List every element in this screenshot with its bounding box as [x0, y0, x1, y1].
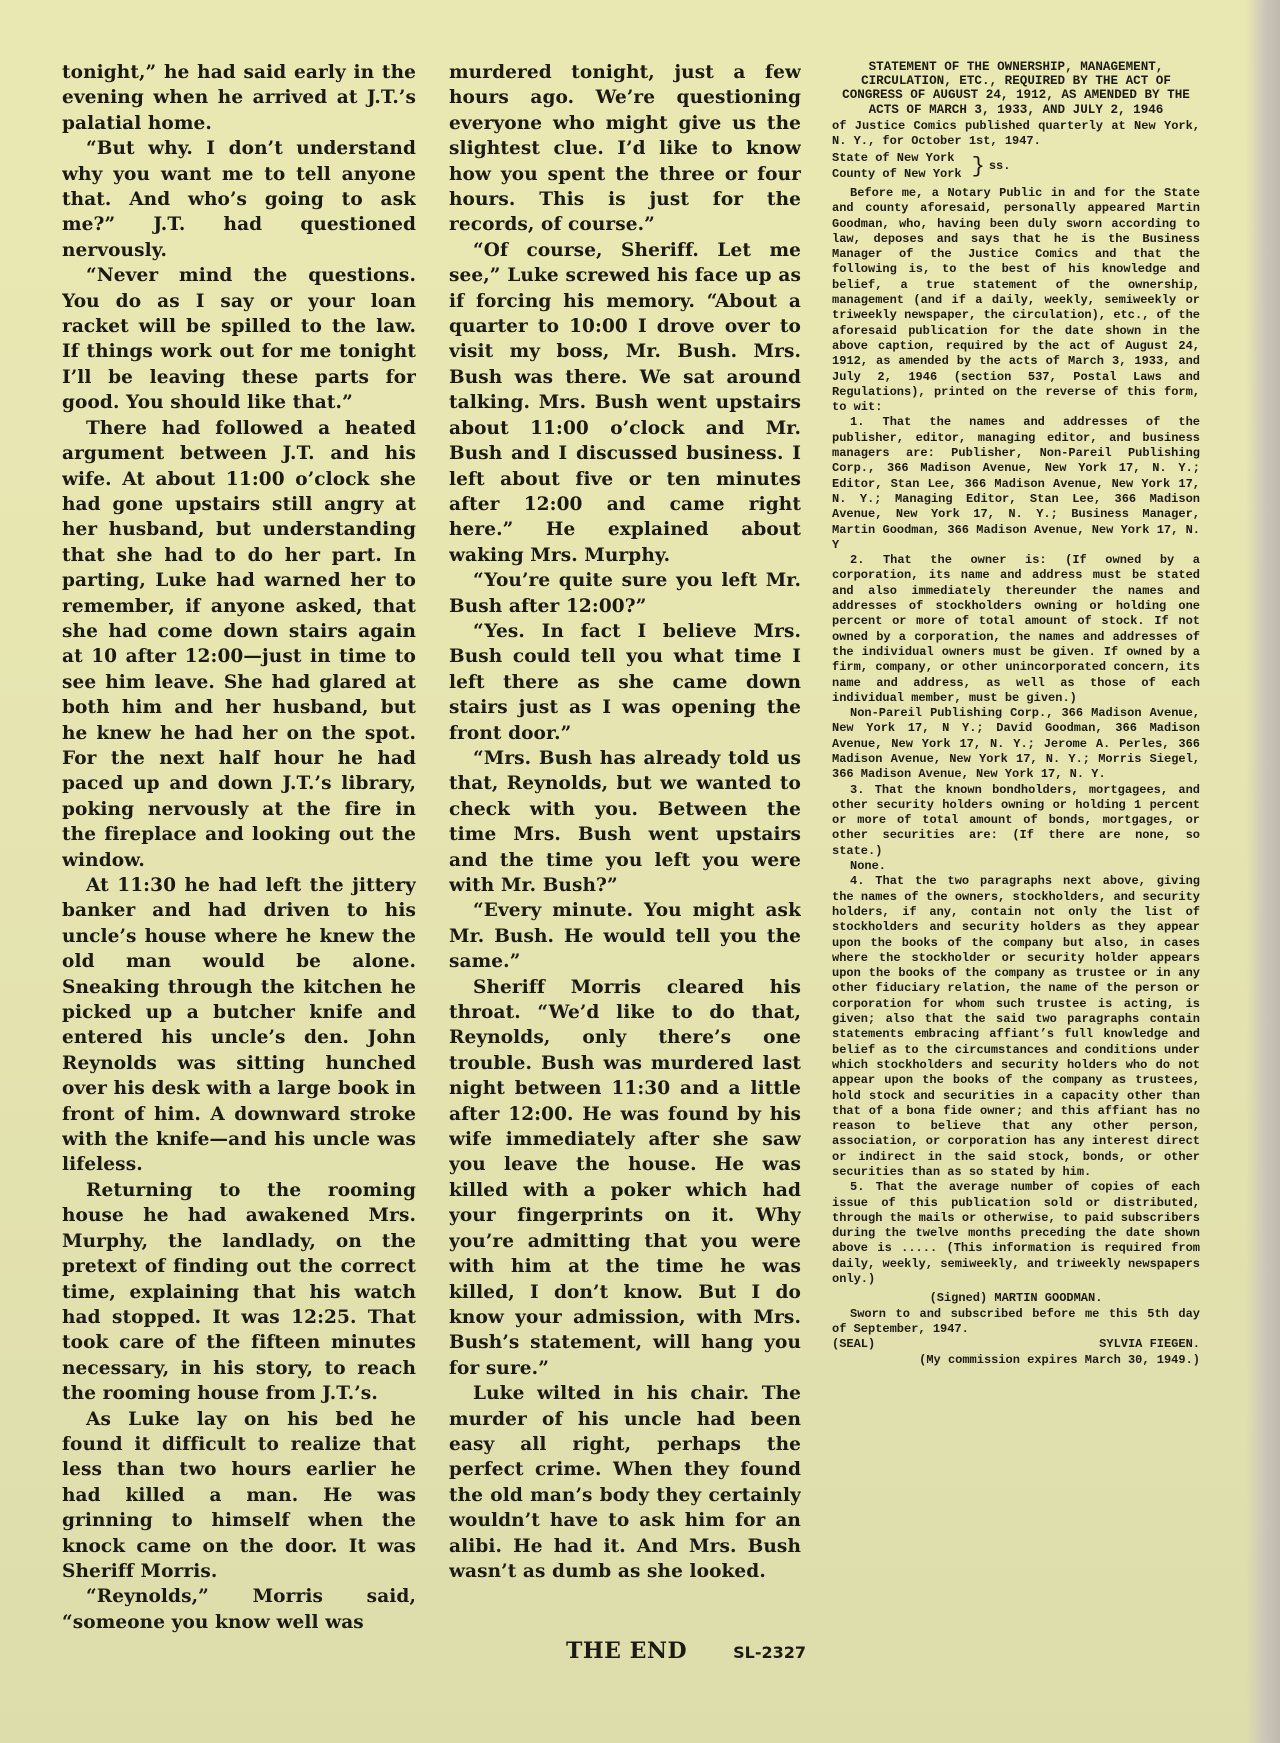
commission-line: (My commission expires March 30, 1949.)	[919, 1352, 1200, 1367]
venue-block	[832, 151, 1200, 182]
story-paragraph: “Mrs. Bush has already told us that, Reynolds, but we wanted to check with you. Between the time Mrs. Bush went upstairs and the time you left you were with Mr. Bush?”	[449, 747, 801, 896]
story-paragraph: “Every minute. You might ask Mr. Bush. He would tell you the same.”	[449, 900, 801, 973]
signature-line: (Signed) MARTIN GOODMAN.	[929, 1291, 1103, 1306]
page-edge-shadow	[1246, 0, 1280, 1743]
statement-paragraph: Before me, a Notary Public in and for the State and county aforesaid, personally appeared Martin Goodman, who, having been duly sworn according to law, deposes and says that he is the Business Manager of the Justice Comics and that the following is, to the best of his knowledge and belief, a true statement of the ownership, management (and if a daily, weekly, semiweekly or triweekly newspaper, the circulation), etc., of the aforesaid publication for the date shown in the above caption, required by the act of August 24, 1912, as amended by the acts of March 3, 1933, and July 2, 1946 (section 537, Postal Laws and Regulations), printed on the reverse of this form, to wit:	[832, 186, 1200, 415]
notary-name: SYLVIA FIEGEN.	[1099, 1337, 1200, 1352]
story-paragraph: tonight,” he had said early in the evening when he arrived at J.T.’s palatial home.	[62, 62, 416, 134]
story-paragraph: “Never mind the questions. You do as I say or your loan racket will be spilled to the law. If things work out for me tonight I’ll be leaving these parts for good. You should like that.”	[62, 265, 416, 414]
seal-label: (SEAL)	[832, 1337, 876, 1352]
ss-label: ss.	[988, 159, 1011, 174]
story-paragraph: murdered tonight, just a few hours ago. We’re questioning everyone who might give us the slightest clue. I’d like to know how you spent the three or four hours. This is just for the records, of course.”	[449, 62, 801, 236]
story-paragraph: As Luke lay on his bed he found it difficult to realize that less than two hours earlier he had killed a man. He was grinning to himself when the knock came on the door. It was Sheriff Morris.	[62, 1408, 416, 1582]
story-paragraph: Luke wilted in his chair. The murder of his uncle had been easy all right, perhaps the perfect crime. When they found the old man’s body they certainly wouldn’t have to ask him for an alibi. He had it. And Mrs. Bush wasn’t as dumb as she looked.	[449, 1383, 801, 1582]
story-paragraph: “Reynolds,” Morris said, “someone you know well was	[62, 1586, 416, 1633]
statement-paragraph: 1. That the names and addresses of the publisher, editor, managing editor, and business managers are: Publisher, Non-Pareil Publishing Corp., 366 Madison Avenue, New York 17, N. Y.; Editor, Stan Lee, 366 Madison Avenue, New York 17, N. Y.; Managing Editor, Stan Lee, 366 Madison Avenue, New York 17, N. Y.; Business Manager, Martin Goodman, 366 Madison Avenue, New York 17, N. Y	[832, 415, 1200, 552]
statement-paragraph: 4. That the two paragraphs next above, giving the names of the owners, stockholders, and security holders, if any, contain not only the list of stockholders and security holders as they appear upon the books of the company but also, in cases where the stockholder or security holder appears upon the books of the company as trustee or in any other fiduciary relation, the name of the person or corporation for whom such trustee is acting, is given; also that the said two paragraphs contain statements embracing affiant’s full knowledge and belief as to the circumstances and conditions under which stockholders and security holders who do not appear upon the books of the company as trustees, hold stock and securities in a capacity other than that of a bona fide owner; and this affiant has no reason to believe that any other person, association, or corporation has any interest direct or indirect in the said stock, bonds, or other securities than as so stated by him.	[832, 874, 1200, 1179]
county-line: County of New York	[832, 166, 962, 181]
story-paragraph: “Of course, Sheriff. Let me see,” Luke screwed his face up as if forcing his memory. “About a quarter to 10:00 I drove over to visit my boss, Mr. Bush. Mrs. Bush was there. We sat around talking. Mrs. Bush went upstairs about 11:00 o’clock and Mr. Bush and I discussed business. I left about five or ten minutes after 12:00 and came right here.” He explained about waking Mrs. Murphy.	[449, 239, 801, 566]
statement-paragraph: 3. That the known bondholders, mortgagees, and other security holders owning or holding 1 percent or more of total amount of bonds, mortgages, or other securities are: (If there are none, so state.)	[832, 782, 1200, 858]
state-line: State of New York	[832, 151, 955, 166]
end-label: THE END	[566, 1638, 688, 1664]
story-paragraph: At 11:30 he had left the jittery banker and had driven to his uncle’s house where he knew the old man would be alone. Sneaking through the kitchen he picked up a butcher knife and entered his uncle’s den. John Reynolds was sitting hunched over his desk with a large book in front of him. A downward stroke with the knife—and his uncle was lifeless.	[62, 875, 416, 1176]
sworn-line: Sworn to and subscribed before me this 5th day of September, 1947.	[832, 1306, 1200, 1336]
seal-line	[832, 1337, 1200, 1352]
story-footer	[566, 1638, 806, 1664]
ownership-statement	[832, 60, 1200, 1368]
statement-heading: STATEMENT OF THE OWNERSHIP, MANAGEMENT, CIRCULATION, ETC., REQUIRED BY THE ACT OF CONGRESS OF AUGUST 24, 1912, AS AMENDED BY THE ACTS OF MARCH 3, 1933, AND JULY 2, 1946	[842, 60, 1190, 117]
statement-subject: of Justice Comics published quarterly at New York, N. Y., for October 1st, 1947.	[832, 118, 1200, 149]
statement-paragraph: None.	[850, 859, 887, 874]
story-paragraph: “Yes. In fact I believe Mrs. Bush could tell you what time I left there as she came down stairs just as I was opening the front door.”	[449, 620, 801, 744]
story-column-middle	[449, 60, 801, 1584]
story-paragraph: There had followed a heated argument between J.T. and his wife. At about 11:00 o’clock she had gone upstairs still angry at her husband, but understanding that she had to do her part. In parting, Luke had warned her to remember, if anyone asked, that she had come down stairs again at 10 after 12:00—just in time to see him leave. She had glared at both him and her husband, but he knew he had her on the spot. For the next half hour he had paced up and down J.T.’s library, poking nervously at the fire in the fireplace and looking out the window.	[62, 417, 416, 871]
brace-glyph: }	[971, 153, 985, 179]
story-column-left	[62, 60, 416, 1635]
story-paragraph: “But why. I don’t understand why you want me to tell anyone that. And who’s going to ask me?” J.T. had questioned nervously.	[62, 138, 416, 261]
story-paragraph: Sheriff Morris cleared his throat. “We’d like to do that, Reynolds, only there’s one trouble. Bush was murdered last night between 11:30 and a little after 12:00. He was found by his wife immediately after she saw you leave the house. He was killed with a poker which had your fingerprints on it. Why you’re admitting that you were with him at the time he was killed, I don’t know. But I do know your admission, with Mrs. Bush’s statement, will hang you for sure.”	[449, 976, 801, 1379]
statement-paragraph: 5. That the average number of copies of each issue of this publication sold or distributed, through the mails or otherwise, to paid subscribers during the twelve months preceding the date shown above is ..... (This information is required from daily, weekly, semiweekly, and triweekly newspapers only.)	[832, 1180, 1200, 1287]
story-paragraph: Returning to the rooming house he had awakened Mrs. Murphy, the landlady, on the pretext of finding out the correct time, explaining that his watch had stopped. It was 12:25. That took care of the fifteen minutes necessary, in his story, to reach the rooming house from J.T.’s.	[62, 1179, 416, 1405]
statement-paragraph: 2. That the owner is: (If owned by a corporation, its name and address must be stated and also immediately thereunder the names and addresses of stockholders owning or holding one percent or more of total amount of stock. If not owned by a corporation, the names and addresses of the individual owners must be given. If owned by a firm, company, or other unincorporated concern, its name and address, as well as those of each individual member, must be given.)	[832, 553, 1200, 705]
story-paragraph: “You’re quite sure you left Mr. Bush after 12:00?”	[449, 570, 801, 617]
statement-paragraph: Non-Pareil Publishing Corp., 366 Madison Avenue, New York 17, N Y.; David Goodman, 366 Madison Avenue, New York 17, N. Y.; Jerome A. Perles, 366 Madison Avenue, New York 17, N. Y.; Morris Siegel, 366 Madison Avenue, New York 17, N. Y.	[832, 706, 1200, 782]
story-code: SL-2327	[733, 1643, 806, 1662]
